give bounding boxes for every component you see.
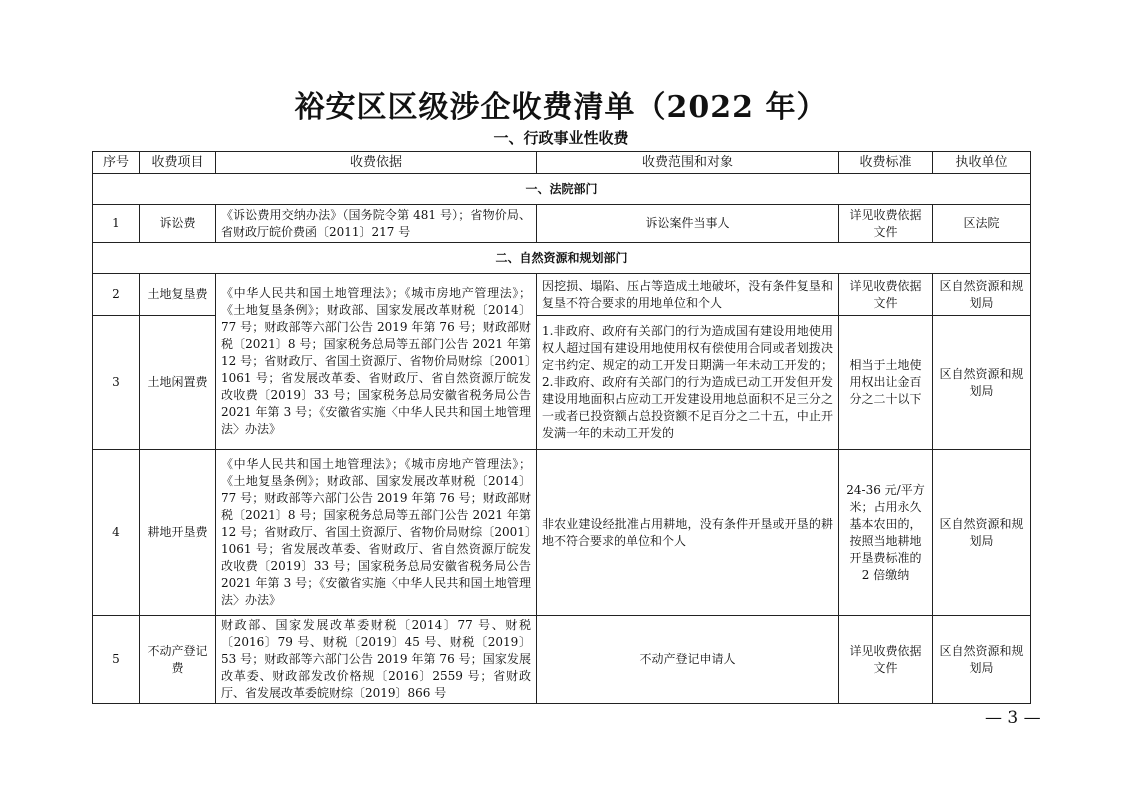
row-standard: 详见收费依据文件 [839, 205, 933, 243]
row-standard: 24-36 元/平方米；占用永久基本农田的，按照当地耕地开垦费标准的 2 倍缴纳 [839, 450, 933, 616]
section-subtitle: 一、行政事业性收费 [493, 129, 629, 147]
row-basis: 《中华人民共和国土地管理法》；《城市房地产管理法》；《土地复垦条例》；财政部、国家发展改革财税〔2014〕77 号；财政部等六部门公告 2019 年第 76 号；财政部财税〔2021〕8 号；国家税务总局等五部门公告 2021 年第 12 号；省财政厅、省国土资源厅、省物价局财综〔2001〕1061 号；省发展改革委、省财政厅、省自然资源厅皖发改收费〔2019〕33 号；国家税务总局安徽省税务局公告 2021 年第 3 号；《安徽省实施〈中华人民共和国土地管理法〉办法》 [216, 274, 537, 450]
row-unit: 区法院 [933, 205, 1031, 243]
row-item: 土地复垦费 [140, 274, 216, 316]
header-unit: 执收单位 [933, 152, 1031, 174]
row-basis: 《中华人民共和国土地管理法》；《城市房地产管理法》；《土地复垦条例》；财政部、国家发展改革财税〔2014〕77 号；财政部等六部门公告 2019 年第 76 号；财政部财税〔2021〕8 号；国家税务总局等五部门公告 2021 年第 12 号；省财政厅、省国土资源厅、省物价局财综〔2001〕1061 号；省发展改革委、省财政厅、省自然资源厅皖发改收费〔2019〕33 号；国家税务总局安徽省税务局公告 2021 年第 3 号；《安徽省实施〈中华人民共和国土地管理法〉办法》 [216, 450, 537, 616]
header-basis: 收费依据 [216, 152, 537, 174]
section-heading: 二、自然资源和规划部门 [93, 243, 1031, 274]
header-item: 收费项目 [140, 152, 216, 174]
table-header-row [93, 152, 1031, 174]
row-basis: 财政部、国家发展改革委财税〔2014〕77 号、财税〔2016〕79 号、财税〔2019〕45 号、财税〔2019〕53 号；财政部等六部门公告 2019 年第 76 号；国家发展改革委、财政部发改价格规〔2016〕2559 号；省财政厅、省发展改革委皖财综〔2019〕866 号 [216, 616, 537, 704]
header-scope: 收费范围和对象 [537, 152, 839, 174]
row-unit: 区自然资源和规划局 [933, 274, 1031, 316]
row-standard: 详见收费依据文件 [839, 616, 933, 704]
table-row [93, 274, 1031, 316]
row-unit: 区自然资源和规划局 [933, 316, 1031, 450]
table-row [93, 205, 1031, 243]
page-number: — 3 — [985, 708, 1041, 728]
row-item: 土地闲置费 [140, 316, 216, 450]
row-scope: 不动产登记申请人 [537, 616, 839, 704]
row-item: 耕地开垦费 [140, 450, 216, 616]
header-standard: 收费标准 [839, 152, 933, 174]
row-no: 5 [93, 616, 140, 704]
row-no: 3 [93, 316, 140, 450]
section-row-court [93, 174, 1031, 205]
row-no: 4 [93, 450, 140, 616]
row-scope: 非农业建设经批准占用耕地，没有条件开垦或开垦的耕地不符合要求的单位和个人 [537, 450, 839, 616]
row-unit: 区自然资源和规划局 [933, 450, 1031, 616]
row-unit: 区自然资源和规划局 [933, 616, 1031, 704]
row-basis: 《诉讼费用交纳办法》（国务院令第 481 号）；省物价局、省财政厅皖价费函〔2011〕217 号 [216, 205, 537, 243]
fee-table [92, 151, 1031, 704]
section-row-natural-resources [93, 243, 1031, 274]
section-heading: 一、法院部门 [93, 174, 1031, 205]
row-standard: 相当于土地使用权出让金百分之二十以下 [839, 316, 933, 450]
row-item: 不动产登记费 [140, 616, 216, 704]
table-row [93, 616, 1031, 704]
document-title: 裕安区区级涉企收费清单（2022 年） [294, 90, 828, 125]
row-scope: 因挖损、塌陷、压占等造成土地破坏，没有条件复垦和复垦不符合要求的用地单位和个人 [537, 274, 839, 316]
row-scope: 1.非政府、政府有关部门的行为造成国有建设用地使用权人超过国有建设用地使用权有偿使用合同或者划拨决定书约定、规定的动工开发日期满一年未动工开发的；2.非政府、政府有关部门的行为造成已动工开发但开发建设用地面积占应动工开发建设用地总面积不足三分之一或者已投资额占总投资额不足百分之二十五，中止开发满一年的未动工开发的 [537, 316, 839, 450]
row-item: 诉讼费 [140, 205, 216, 243]
header-no: 序号 [93, 152, 140, 174]
row-no: 2 [93, 274, 140, 316]
row-scope: 诉讼案件当事人 [537, 205, 839, 243]
row-no: 1 [93, 205, 140, 243]
row-standard: 详见收费依据文件 [839, 274, 933, 316]
table-row [93, 450, 1031, 616]
